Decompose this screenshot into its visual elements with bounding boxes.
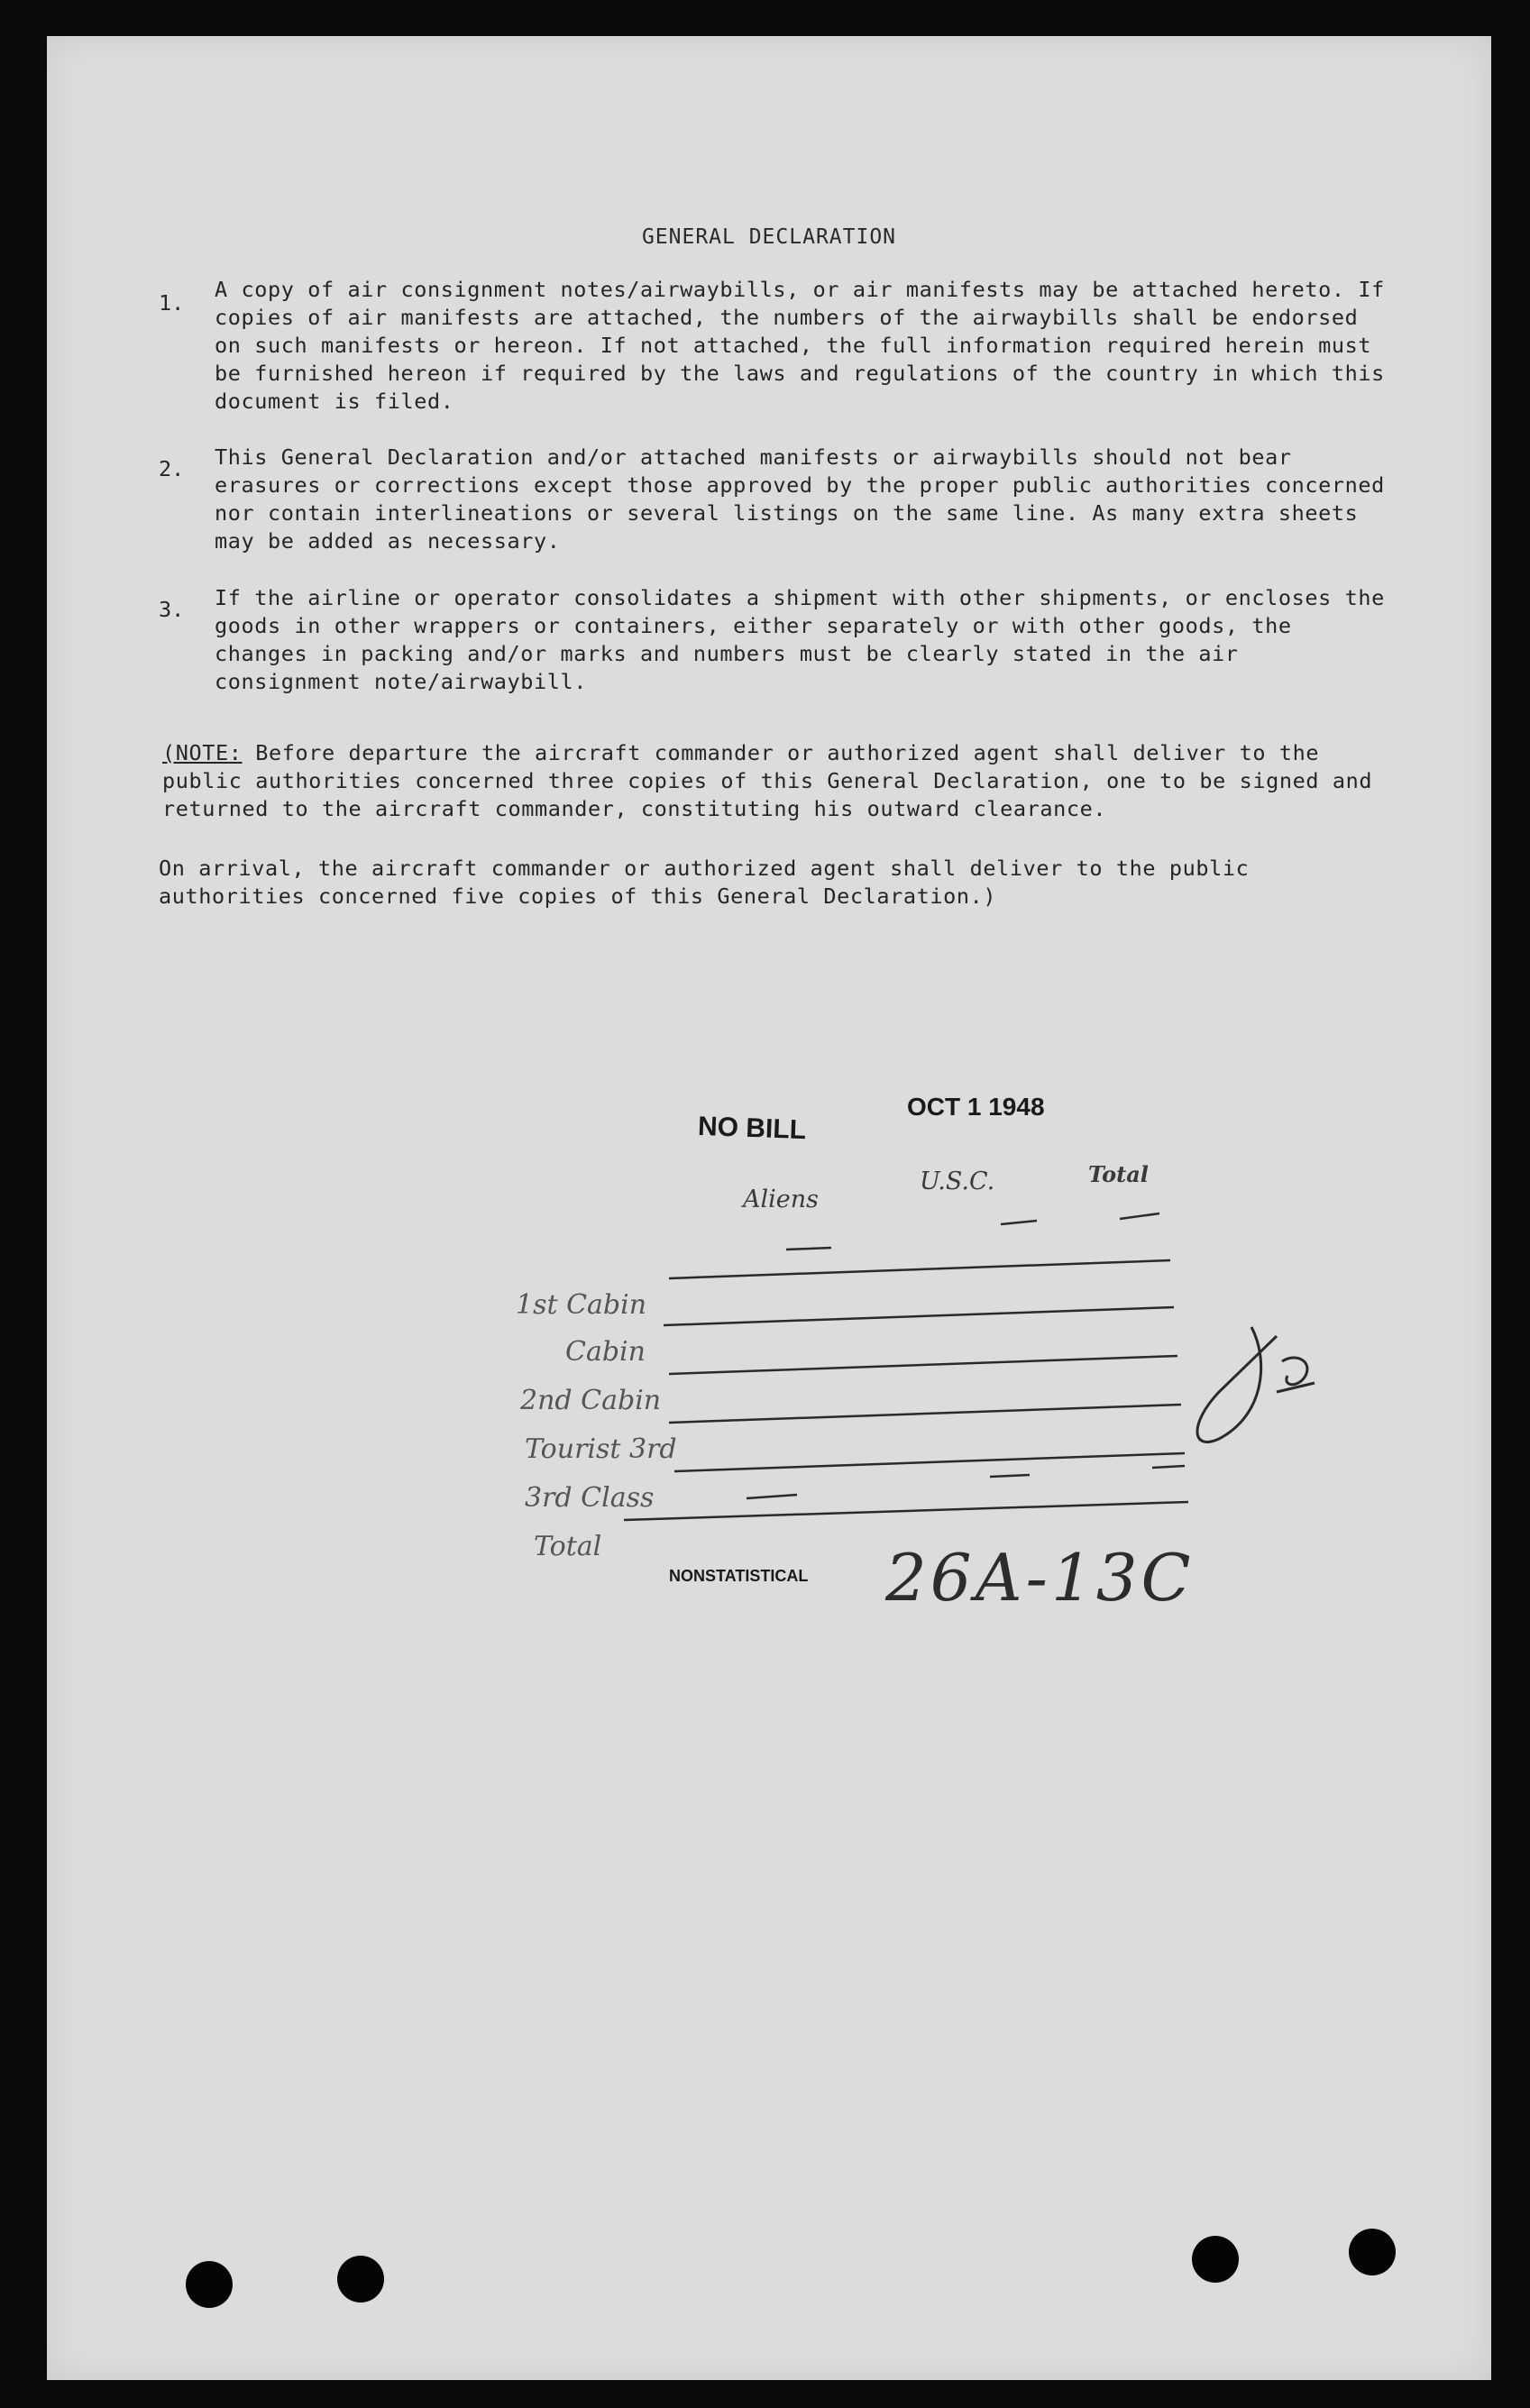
page-title: GENERAL DECLARATION — [641, 225, 897, 249]
stamp-lines — [47, 36, 1491, 2380]
row-label-2nd-cabin: 2nd Cabin — [520, 1385, 662, 1416]
handwritten-code: 26A-13C — [885, 1540, 1195, 1616]
punch-hole — [337, 2256, 384, 2303]
usc-header: U.S.C. — [920, 1167, 995, 1195]
item-text: This General Declaration and/or attached manifests or airwaybills should not bear erasures or corrections except those approved by the proper public authorities concerned nor contain interlineations or several listings on the same line. As many extra sheets may be added as necessary. — [215, 444, 1385, 554]
no-bill-stamp: NO BILL — [697, 1111, 807, 1146]
dash-mark — [1152, 1466, 1185, 1468]
row-label-1st-cabin: 1st Cabin — [516, 1289, 647, 1321]
date-stamp: OCT 1 1948 — [907, 1093, 1045, 1121]
dash-mark — [1001, 1221, 1037, 1224]
item-text: If the airline or operator consolidates a shipment with other shipments, or encloses the goods in other wrappers or containers, either separately or with other goods, the changes in packing and/or marks and numbers must be clearly stated in the air consignment note/airwaybill. — [215, 585, 1385, 694]
item-number: 3. — [159, 597, 185, 622]
rule-line — [674, 1453, 1185, 1471]
row-label-tourist-3rd: Tourist 3rd — [525, 1433, 677, 1465]
punch-hole — [1349, 2229, 1396, 2275]
rule-line — [624, 1502, 1188, 1520]
note-label: (NOTE: — [162, 740, 243, 765]
item-number: 1. — [159, 290, 185, 316]
dash-mark — [990, 1475, 1030, 1477]
total-header: Total — [1088, 1161, 1149, 1187]
aliens-header: Aliens — [743, 1186, 819, 1213]
dash-mark — [747, 1495, 797, 1498]
punch-hole — [1192, 2236, 1239, 2283]
note-text: Before departure the aircraft commander or authorized agent shall deliver to the public authorities concerned three copies of this General Declaration, one to be signed and returned to the aircraft commander, constituting his outward clearance. — [162, 740, 1373, 821]
rule-line — [664, 1307, 1174, 1325]
item-number: 2. — [159, 456, 185, 481]
document-sheet — [47, 36, 1491, 2380]
dash-mark — [786, 1248, 831, 1250]
initials-signature — [1197, 1327, 1315, 1442]
nonstatistical-stamp: NONSTATISTICAL — [669, 1567, 809, 1585]
rule-line — [669, 1260, 1170, 1278]
arrival-paragraph: On arrival, the aircraft commander or authorized agent shall deliver to the public authorities concerned five copies of this General Declaration.) — [159, 856, 1250, 909]
row-label-cabin: Cabin — [565, 1336, 646, 1368]
punch-hole — [186, 2261, 233, 2308]
rule-line — [669, 1405, 1181, 1423]
row-label-3rd-class: 3rd Class — [525, 1482, 655, 1514]
dash-mark — [1120, 1213, 1159, 1219]
item-text: A copy of air consignment notes/airwaybills, or air manifests may be attached hereto. If copies of air manifests are attached, the numbers of the airwaybills shall be endorsed on such manifests or hereon. If not attached, the full information required herein must be furnished hereon if required by the laws and regulations of the country in which this document is filed. — [215, 277, 1385, 414]
row-label-total: Total — [534, 1531, 602, 1562]
rule-line — [669, 1356, 1177, 1374]
